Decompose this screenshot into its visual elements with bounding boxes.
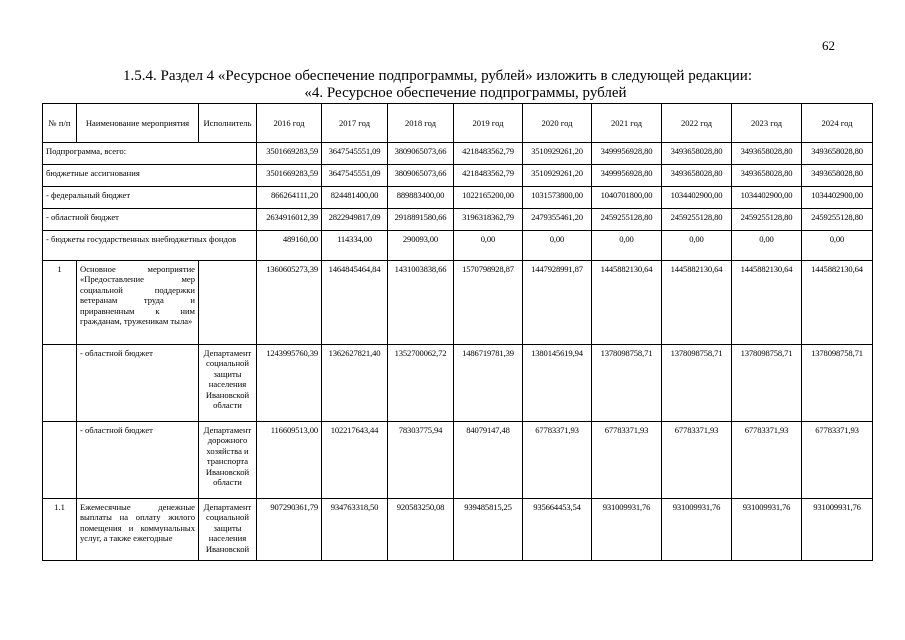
amount-cell: 1034402900,00 [662, 187, 732, 209]
amount-cell: 3501669283,59 [257, 143, 322, 165]
row-number [43, 422, 77, 499]
header-year: 2022 год [662, 104, 732, 143]
amount-cell: 931009931,76 [662, 499, 732, 561]
amount-cell: 1362627821,40 [322, 345, 388, 422]
header-executor: Исполнитель [199, 104, 257, 143]
amount-cell: 3510929261,20 [523, 143, 592, 165]
summary-row-label: - федеральный бюджет [43, 187, 257, 209]
table-title: «4. Ресурсное обеспечение подпрограммы, рублей [304, 85, 627, 101]
row-number [43, 345, 77, 422]
amount-cell: 1380145619,94 [523, 345, 592, 422]
summary-row [43, 209, 873, 231]
header-year: 2023 год [732, 104, 802, 143]
amount-cell: 1360605273,39 [257, 261, 322, 345]
amount-cell: 67783371,93 [662, 422, 732, 499]
amount-cell: 3493658028,80 [662, 143, 732, 165]
amount-cell: 116609513,00 [257, 422, 322, 499]
summary-row [43, 187, 873, 209]
measure-row [43, 499, 873, 561]
amount-cell: 1378098758,71 [732, 345, 802, 422]
amount-cell: 0,00 [732, 231, 802, 261]
summary-row [43, 143, 873, 165]
amount-cell: 1445882130,64 [592, 261, 662, 345]
amount-cell: 3809065073,66 [388, 143, 454, 165]
amount-cell: 0,00 [592, 231, 662, 261]
amount-cell: 1034402900,00 [732, 187, 802, 209]
amount-cell: 931009931,76 [732, 499, 802, 561]
amount-cell: 1031573800,00 [523, 187, 592, 209]
amount-cell: 934763318,50 [322, 499, 388, 561]
amount-cell: 1378098758,71 [802, 345, 873, 422]
page-number: 62 [822, 38, 835, 53]
header-year: 2021 год [592, 104, 662, 143]
amount-cell: 2459255128,80 [592, 209, 662, 231]
measure-name: Ежемесячные денежные выплаты на оплату жилого помещения и коммунальных услуг, а также ежегодные [77, 499, 199, 561]
amount-cell: 2918891580,66 [388, 209, 454, 231]
amount-cell: 0,00 [802, 231, 873, 261]
amount-cell: 1040701800,00 [592, 187, 662, 209]
amount-cell: 67783371,93 [802, 422, 873, 499]
amount-cell: 939485815,25 [454, 499, 523, 561]
summary-row-label: бюджетные ассигнования [43, 165, 257, 187]
section-amendment-heading: 1.5.4. Раздел 4 «Ресурсное обеспечение подпрограммы, рублей» изложить в следующей редакции: [123, 68, 752, 84]
amount-cell: 2479355461,20 [523, 209, 592, 231]
header-num: № п/п [43, 104, 77, 143]
amount-cell: 3809065073,66 [388, 165, 454, 187]
amount-cell: 290093,00 [388, 231, 454, 261]
amount-cell: 3493658028,80 [802, 143, 873, 165]
header-name: Наименование мероприятия [77, 104, 199, 143]
header-year: 2018 год [388, 104, 454, 143]
measure-row [43, 422, 873, 499]
measure-row [43, 261, 873, 345]
measure-name: - областной бюджет [77, 422, 199, 499]
executor-name [199, 261, 257, 345]
amount-cell: 866264111,20 [257, 187, 322, 209]
amount-cell: 3647545551,09 [322, 143, 388, 165]
executor-name: Департамент социальной защиты населения Ивановской области [199, 345, 257, 422]
amount-cell: 0,00 [662, 231, 732, 261]
summary-row-label: - областной бюджет [43, 209, 257, 231]
amount-cell: 3499956928,80 [592, 165, 662, 187]
summary-row [43, 231, 873, 261]
header-year: 2024 год [802, 104, 873, 143]
row-number: 1.1 [43, 499, 77, 561]
amount-cell: 3493658028,80 [662, 165, 732, 187]
amount-cell: 2634916012,39 [257, 209, 322, 231]
amount-cell: 889883400,00 [388, 187, 454, 209]
amount-cell: 1445882130,64 [732, 261, 802, 345]
amount-cell: 2822949817,09 [322, 209, 388, 231]
amount-cell: 84079147,48 [454, 422, 523, 499]
amount-cell: 3196318362,79 [454, 209, 523, 231]
amount-cell: 3501669283,59 [257, 165, 322, 187]
summary-row-label: - бюджеты государственных внебюджетных фондов [43, 231, 257, 261]
amount-cell: 1447928991,87 [523, 261, 592, 345]
measure-name: Основное мероприятие «Предоставление мер социальной поддержки ветеранам труда и приравненным к ним гражданам, труженикам тыла» [77, 261, 199, 345]
amount-cell: 3499956928,80 [592, 143, 662, 165]
amount-cell: 824481400,00 [322, 187, 388, 209]
amount-cell: 3493658028,80 [732, 143, 802, 165]
amount-cell: 1022165200,00 [454, 187, 523, 209]
row-number: 1 [43, 261, 77, 345]
amount-cell: 114334,00 [322, 231, 388, 261]
resource-provision-table [42, 103, 873, 561]
amount-cell: 907290361,79 [257, 499, 322, 561]
header-year: 2016 год [257, 104, 322, 143]
amount-cell: 4218483562,79 [454, 165, 523, 187]
amount-cell: 931009931,76 [592, 499, 662, 561]
amount-cell: 2459255128,80 [662, 209, 732, 231]
amount-cell: 3647545551,09 [322, 165, 388, 187]
measure-row [43, 345, 873, 422]
amount-cell: 1378098758,71 [592, 345, 662, 422]
amount-cell: 1034402900,00 [802, 187, 873, 209]
table-header-row [43, 104, 873, 143]
amount-cell: 102217643,44 [322, 422, 388, 499]
amount-cell: 0,00 [523, 231, 592, 261]
amount-cell: 1570798928,87 [454, 261, 523, 345]
amount-cell: 78303775,94 [388, 422, 454, 499]
amount-cell: 1431003838,66 [388, 261, 454, 345]
amount-cell: 920583250,08 [388, 499, 454, 561]
amount-cell: 1378098758,71 [662, 345, 732, 422]
amount-cell: 1352700062,72 [388, 345, 454, 422]
header-year: 2017 год [322, 104, 388, 143]
amount-cell: 2459255128,80 [802, 209, 873, 231]
amount-cell: 3510929261,20 [523, 165, 592, 187]
amount-cell: 1445882130,64 [802, 261, 873, 345]
header-year: 2020 год [523, 104, 592, 143]
measure-name: - областной бюджет [77, 345, 199, 422]
amount-cell: 67783371,93 [592, 422, 662, 499]
amount-cell: 67783371,93 [523, 422, 592, 499]
amount-cell: 4218483562,79 [454, 143, 523, 165]
amount-cell: 3493658028,80 [732, 165, 802, 187]
amount-cell: 0,00 [454, 231, 523, 261]
amount-cell: 3493658028,80 [802, 165, 873, 187]
header-year: 2019 год [454, 104, 523, 143]
summary-row [43, 165, 873, 187]
executor-name: Департамент социальной защиты населения Ивановской [199, 499, 257, 561]
amount-cell: 935664453,54 [523, 499, 592, 561]
amount-cell: 67783371,93 [732, 422, 802, 499]
amount-cell: 1445882130,64 [662, 261, 732, 345]
executor-name: Департамент дорожного хозяйства и транспорта Ивановской области [199, 422, 257, 499]
amount-cell: 1243995760,39 [257, 345, 322, 422]
amount-cell: 1464845464,84 [322, 261, 388, 345]
summary-row-label: Подпрограмма, всего: [43, 143, 257, 165]
amount-cell: 931009931,76 [802, 499, 873, 561]
amount-cell: 489160,00 [257, 231, 322, 261]
amount-cell: 2459255128,80 [732, 209, 802, 231]
amount-cell: 1486719781,39 [454, 345, 523, 422]
